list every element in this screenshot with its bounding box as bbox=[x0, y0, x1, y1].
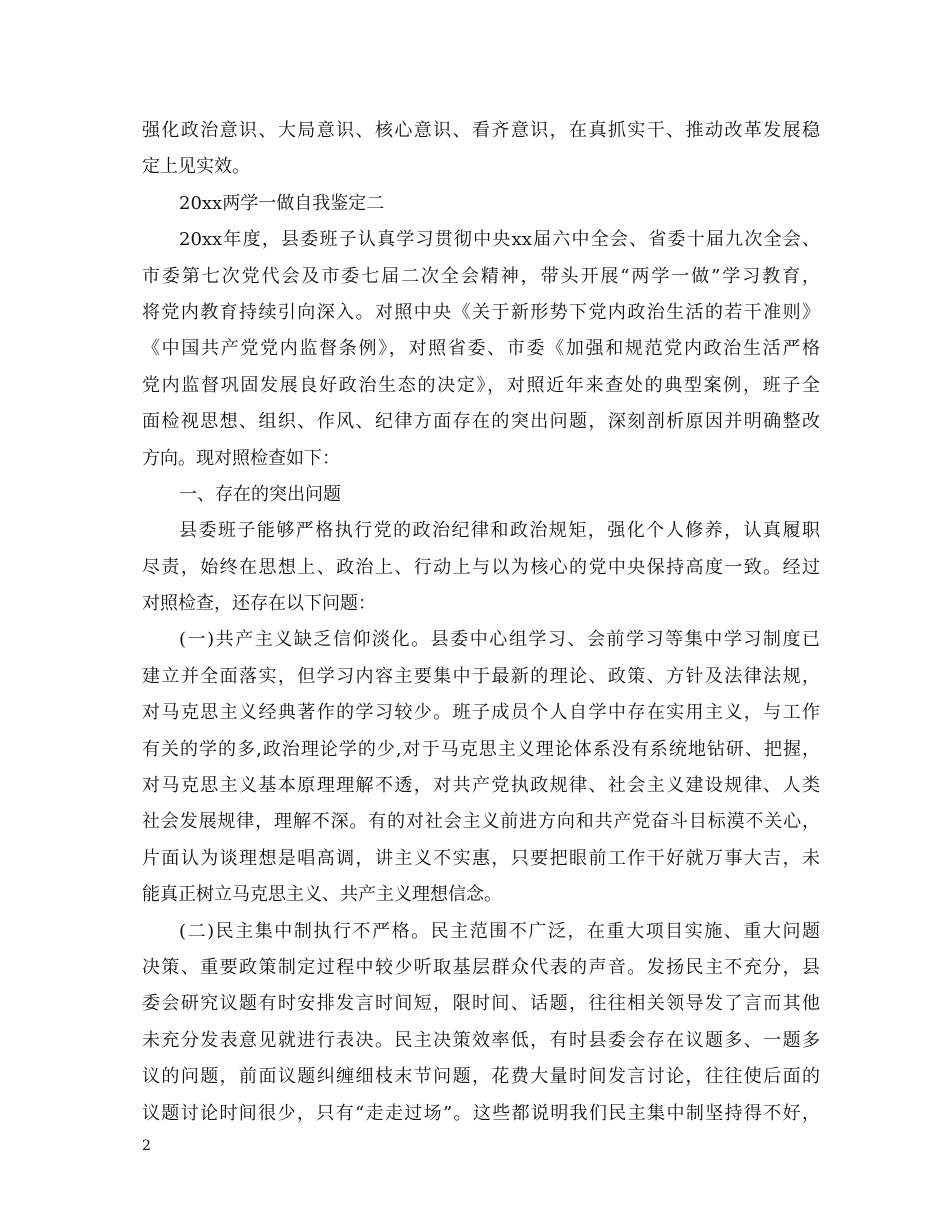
text-line: 强化政治意识、大局意识、核心意识、看齐意识，在真抓实干、推动改革发展稳 bbox=[142, 120, 820, 141]
text-line: 将党内教育持续引向深入。对照中央《关于新形势下党内政治生活的若干准则》 bbox=[142, 301, 820, 323]
page-number: 2 bbox=[142, 1138, 151, 1154]
text-line: 建立并全面落实，但学习内容主要集中于最新的理论、政策、方针及法律法规， bbox=[142, 665, 820, 687]
text-line: 市委第七次党代会及市委七届二次全会精神，带头开展“两学一做”学习教育， bbox=[142, 265, 820, 287]
text-line: (一)共产主义缺乏信仰淡化。县委中心组学习、会前学习等集中学习制度已 bbox=[179, 629, 820, 651]
text-line: 20xx年度，县委班子认真学习贯彻中央xx届六中全会、省委十届九次全会、 bbox=[179, 229, 820, 251]
text-line: 议题讨论时间很少，只有“走走过场”。这些都说明我们民主集中制坚持得不好， bbox=[142, 1102, 820, 1124]
text-line: 有关的学的多,政治理论学的少,对于马克思主义理论体系没有系统地钻研、把握， bbox=[142, 738, 820, 760]
text-line: 社会发展规律，理解不深。有的对社会主义前进方向和共产党奋斗目标漠不关心， bbox=[142, 811, 820, 833]
text-line: (二)民主集中制执行不严格。民主范围不广泛，在重大项目实施、重大问题 bbox=[179, 920, 820, 942]
text-line: 片面认为谈理想是唱高调，讲主义不实惠，只要把眼前工作干好就万事大吉，未 bbox=[142, 847, 820, 869]
text-line: 委会研究议题有时安排发言时间短，限时间、话题，往往相关领导发了言而其他 bbox=[142, 993, 820, 1015]
text-line: 定上见实效。 bbox=[142, 156, 250, 178]
text-line: 对马克思主义基本原理理解不透，对共产党执政规律、社会主义建设规律、人类 bbox=[142, 775, 820, 797]
text-line: 未充分发表意见就进行表决。民主决策效率低，有时县委会存在议题多、一题多 bbox=[142, 1029, 820, 1051]
text-line: 决策、重要政策制定过程中较少听取基层群众代表的声音。发扬民主不充分，县 bbox=[142, 956, 820, 978]
text-line: 面检视思想、组织、作风、纪律方面存在的突出问题，深刻剖析原因并明确整改 bbox=[142, 411, 820, 433]
text-line: 一、存在的突出问题 bbox=[179, 483, 341, 505]
text-line: 县委班子能够严格执行党的政治纪律和政治规矩，强化个人修养，认真履职 bbox=[179, 520, 820, 542]
text-line: 对照检查，还存在以下问题： bbox=[142, 593, 376, 615]
text-line: 党内监督巩固发展良好政治生态的决定》，对照近年来查处的典型案例，班子全 bbox=[142, 374, 820, 396]
text-line: 20xx两学一做自我鉴定二 bbox=[179, 192, 385, 214]
text-line: 《中国共产党党内监督条例》，对照省委、市委《加强和规范党内政治生活严格 bbox=[142, 338, 820, 360]
text-line: 方向。现对照检查如下： bbox=[142, 447, 340, 469]
text-line: 能真正树立马克思主义、共产主义理想信念。 bbox=[142, 884, 502, 906]
text-line: 尽责，始终在思想上、政治上、行动上与以为核心的党中央保持高度一致。经过 bbox=[142, 556, 820, 578]
text-line: 对马克思主义经典著作的学习较少。班子成员个人自学中存在实用主义，与工作 bbox=[142, 702, 820, 724]
body-text bbox=[142, 113, 820, 1132]
text-line: 议的问题，前面议题纠缠细枝末节问题，花费大量时间发言讨论，往往使后面的 bbox=[142, 1066, 820, 1088]
